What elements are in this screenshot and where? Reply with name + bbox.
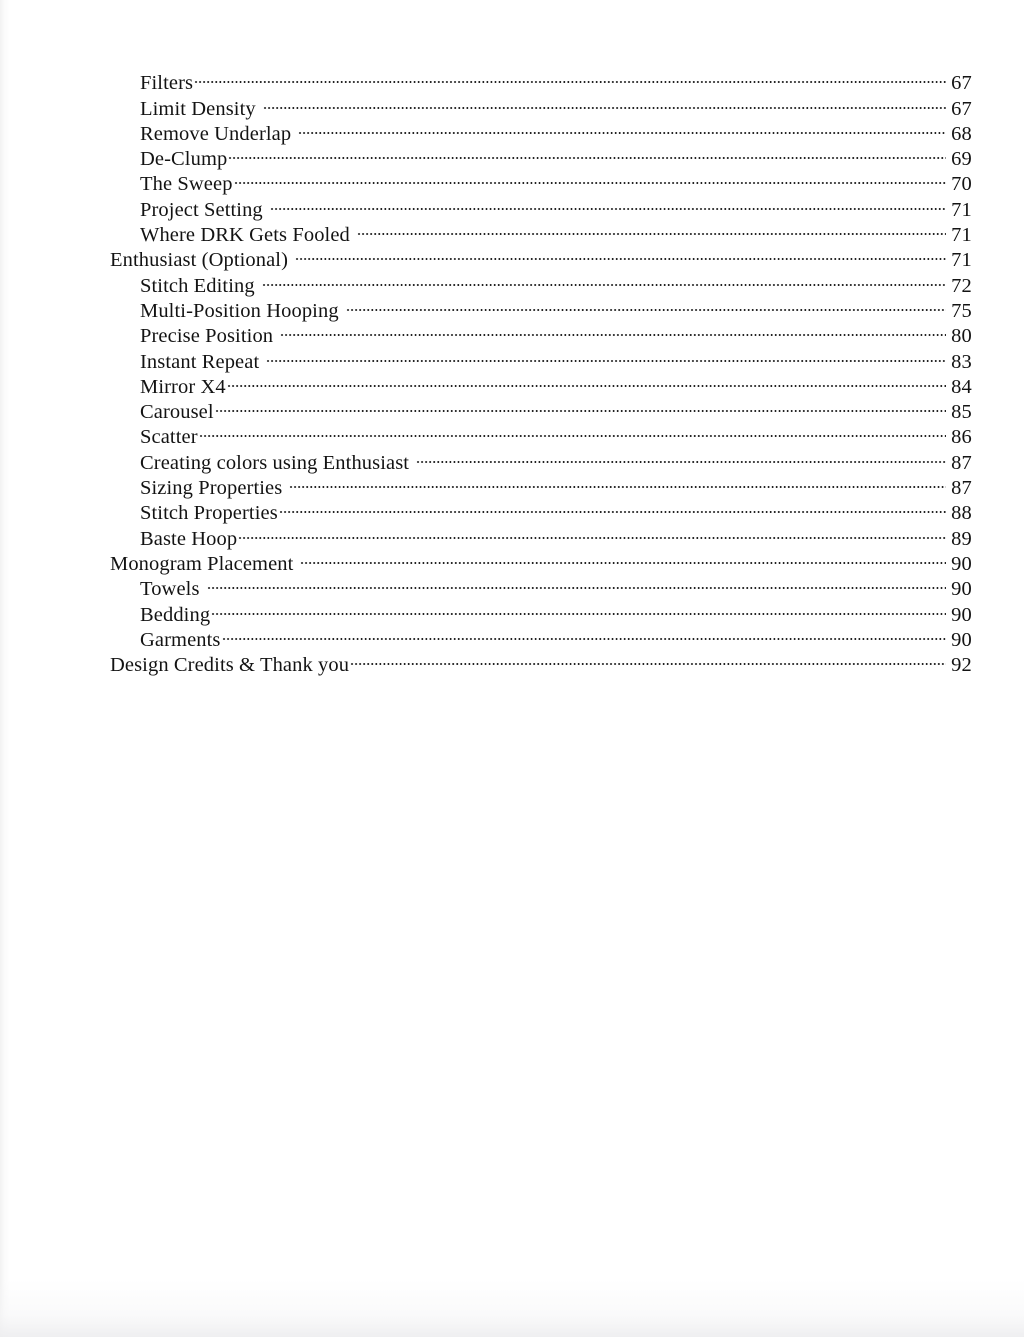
- toc-entry-title: The Sweep: [140, 173, 233, 196]
- toc-leader-dots: [228, 140, 946, 165]
- toc-entry-title: Project Setting: [140, 198, 263, 221]
- toc-leader-dots: [279, 494, 946, 519]
- toc-leader-dots: [227, 368, 946, 393]
- toc-leader-dots: [207, 570, 946, 595]
- toc-leader-dots: [194, 64, 946, 89]
- toc-entry-title: Sizing Properties: [140, 477, 283, 500]
- toc-entry-title: Carousel: [140, 401, 214, 424]
- toc-entry-page-number: 75: [951, 299, 972, 322]
- toc-entry-page-number: 90: [951, 552, 972, 575]
- toc-entry-title: Towels: [140, 578, 200, 601]
- toc-entry-title: Garments: [140, 628, 221, 651]
- toc-entry-title: Instant Repeat: [140, 350, 260, 373]
- toc-entry-title: Design Credits & Thank you: [110, 654, 350, 677]
- toc-entry-title: Scatter: [140, 426, 198, 449]
- toc-entry-page-number: 68: [951, 122, 972, 145]
- toc-leader-dots: [263, 89, 946, 114]
- toc-entry-page-number: 92: [951, 654, 972, 677]
- toc-leader-dots: [234, 165, 946, 190]
- toc-entry-title: Baste Hoop: [140, 527, 238, 550]
- page-bottom-edge-shading: [0, 1279, 1024, 1337]
- toc-entry-page-number: 88: [951, 502, 972, 525]
- toc-entry-page-number: 67: [951, 72, 972, 95]
- toc-entry-title: De-Clump: [140, 148, 228, 171]
- toc-entry-title: Stitch Properties: [140, 502, 278, 525]
- toc-entry-title: Creating colors using Enthusiast: [140, 451, 410, 474]
- toc-leader-dots: [211, 595, 946, 620]
- table-of-contents: [0, 64, 1024, 677]
- toc-leader-dots: [289, 469, 946, 494]
- toc-entry-title: Remove Underlap: [140, 122, 292, 145]
- toc-entry-page-number: 87: [951, 477, 972, 500]
- toc-entry-page-number: 90: [951, 578, 972, 601]
- toc-leader-dots: [199, 418, 946, 443]
- toc-entry-page-number: 87: [951, 451, 972, 474]
- toc-entry-page-number: 85: [951, 401, 972, 424]
- toc-entry-page-number: 80: [951, 325, 972, 348]
- toc-entry-page-number: 90: [951, 628, 972, 651]
- toc-entry-title: Monogram Placement: [110, 552, 294, 575]
- toc-entry-page-number: 71: [951, 249, 972, 272]
- toc-entry-title: Mirror X4: [140, 375, 226, 398]
- toc-entry-page-number: 69: [951, 148, 972, 171]
- toc-entry-page-number: 86: [951, 426, 972, 449]
- toc-entry-page-number: 84: [951, 375, 972, 398]
- toc-leader-dots: [298, 115, 946, 140]
- toc-entry[interactable]: [0, 64, 1024, 95]
- toc-entry-page-number: 70: [951, 173, 972, 196]
- toc-entry-page-number: 71: [951, 224, 972, 247]
- toc-entry-title: Filters: [140, 72, 194, 95]
- toc-leader-dots: [416, 443, 946, 468]
- toc-leader-dots: [295, 241, 946, 266]
- toc-leader-dots: [262, 266, 946, 291]
- toc-entry-title: Stitch Editing: [140, 274, 255, 297]
- toc-entry-title: Precise Position: [140, 325, 274, 348]
- toc-entry-title: Enthusiast (Optional): [110, 249, 289, 272]
- toc-entry-title: Bedding: [140, 603, 211, 626]
- toc-leader-dots: [346, 292, 946, 317]
- toc-entry-page-number: 90: [951, 603, 972, 626]
- toc-entry-page-number: 71: [951, 198, 972, 221]
- toc-leader-dots: [270, 190, 946, 215]
- toc-entry-title: Multi-Position Hooping: [140, 299, 339, 322]
- toc-leader-dots: [215, 393, 946, 418]
- toc-entry-title: Limit Density: [140, 97, 256, 120]
- toc-leader-dots: [300, 545, 946, 570]
- toc-entry-title: Where DRK Gets Fooled: [140, 224, 350, 247]
- toc-leader-dots: [350, 646, 946, 671]
- toc-leader-dots: [222, 621, 947, 646]
- toc-leader-dots: [357, 216, 946, 241]
- toc-entry-page-number: 89: [951, 527, 972, 550]
- toc-entry-page-number: 67: [951, 97, 972, 120]
- toc-entry-page-number: 72: [951, 274, 972, 297]
- toc-leader-dots: [238, 519, 946, 544]
- toc-entry-page-number: 83: [951, 350, 972, 373]
- toc-leader-dots: [280, 317, 946, 342]
- toc-leader-dots: [266, 342, 946, 367]
